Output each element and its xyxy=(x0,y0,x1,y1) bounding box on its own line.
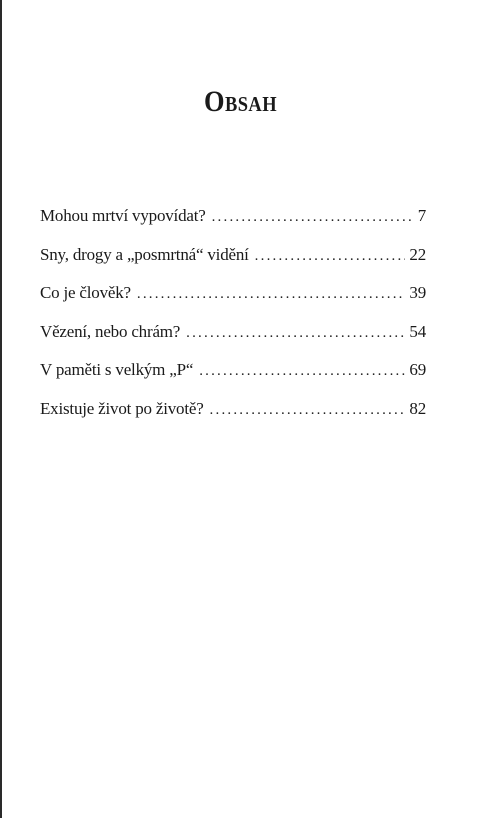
toc-dot-leader xyxy=(255,242,406,270)
toc-entry-page: 22 xyxy=(409,244,426,264)
toc-dot-leader xyxy=(186,319,405,347)
toc-entry-label: Existuje život po životě? xyxy=(40,398,204,418)
page-title: Obsah xyxy=(203,85,278,119)
toc-entry-label: Mohou mrtví vypovídat? xyxy=(40,206,206,225)
toc-entry-page: 69 xyxy=(409,360,426,379)
toc-entry xyxy=(40,395,426,434)
toc-dot-leader xyxy=(199,357,405,385)
toc-entry xyxy=(40,279,426,318)
toc-entry xyxy=(40,356,426,395)
toc-entry-label: Vězení, nebo chrám? xyxy=(40,321,181,341)
toc-entry xyxy=(40,241,426,280)
toc-entry-label: Co je člověk? xyxy=(40,283,131,302)
toc-entry-page: 82 xyxy=(409,398,426,418)
toc-entry-page: 7 xyxy=(417,206,426,225)
toc-entry-page: 54 xyxy=(409,321,426,341)
toc-entry xyxy=(40,318,426,357)
toc-dot-leader xyxy=(212,203,414,231)
table-of-contents xyxy=(40,202,426,433)
page-edge-border xyxy=(0,0,2,818)
toc-entry-label: Sny, drogy a „posmrtná“ vidění xyxy=(40,244,249,264)
toc-entry-page: 39 xyxy=(409,283,426,302)
toc-dot-leader xyxy=(210,396,406,424)
toc-dot-leader xyxy=(137,280,406,308)
toc-entry xyxy=(40,202,426,241)
toc-entry-label: V paměti s velkým „P“ xyxy=(40,360,194,379)
